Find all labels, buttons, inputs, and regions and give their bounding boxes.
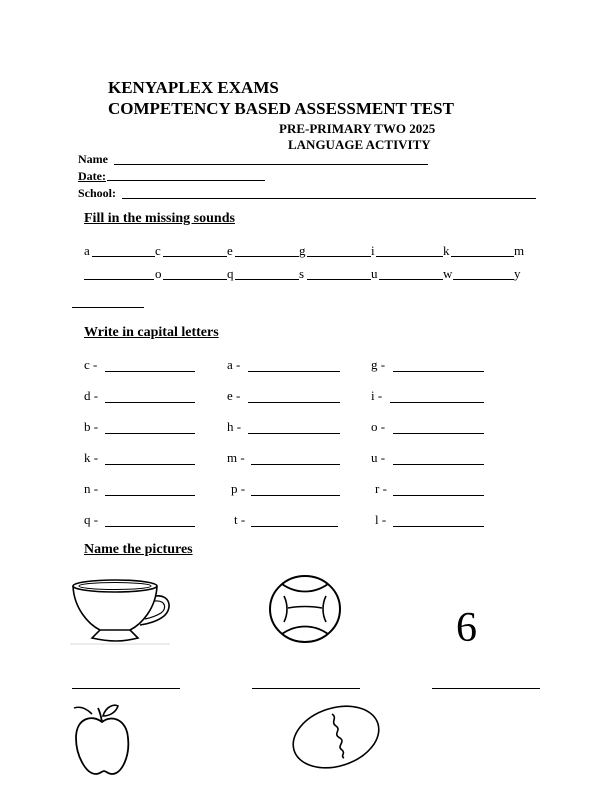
apple-picture bbox=[72, 704, 134, 776]
capital-item-label: n - bbox=[84, 481, 99, 496]
capital-item-label: t - bbox=[234, 512, 246, 527]
sound-blank[interactable] bbox=[92, 256, 155, 257]
capital-blank[interactable] bbox=[105, 464, 195, 465]
sound-letter: o bbox=[155, 266, 162, 281]
sound-letter: e bbox=[227, 243, 233, 258]
egg-picture bbox=[290, 704, 382, 770]
number-six: 6 bbox=[456, 605, 477, 651]
sound-letter: g bbox=[299, 243, 306, 258]
capital-item-label: o - bbox=[371, 419, 386, 434]
picture-answer-line[interactable] bbox=[72, 688, 180, 689]
sound-letter: c bbox=[155, 243, 161, 258]
sound-blank[interactable] bbox=[376, 256, 443, 257]
school-label: School: bbox=[78, 186, 117, 200]
capital-item-label: d - bbox=[84, 388, 99, 403]
capital-blank[interactable] bbox=[393, 371, 484, 372]
sound-blank[interactable] bbox=[307, 256, 371, 257]
capital-item-label: m - bbox=[227, 450, 245, 465]
capital-item-label: l - bbox=[375, 512, 387, 527]
sound-blank[interactable] bbox=[72, 307, 144, 308]
capital-item-label: e - bbox=[227, 388, 241, 403]
capital-item-label: i - bbox=[371, 388, 383, 403]
capital-item-label: h - bbox=[227, 419, 242, 434]
capital-item-label: p - bbox=[231, 481, 246, 496]
ball-picture bbox=[268, 574, 342, 644]
capital-item-label: c - bbox=[84, 357, 98, 372]
capital-item-label: k - bbox=[84, 450, 99, 465]
section-capitals-heading: Write in capital letters bbox=[84, 325, 219, 340]
capital-item-label: q - bbox=[84, 512, 99, 527]
capital-blank[interactable] bbox=[105, 495, 195, 496]
name-label: Name bbox=[78, 152, 108, 166]
sound-blank[interactable] bbox=[163, 279, 227, 280]
capital-blank[interactable] bbox=[105, 526, 195, 527]
capital-blank[interactable] bbox=[105, 371, 195, 372]
capital-blank[interactable] bbox=[248, 433, 340, 434]
sound-letter: y bbox=[514, 266, 521, 281]
capital-blank[interactable] bbox=[248, 402, 340, 403]
sound-letter: w bbox=[443, 266, 453, 281]
capital-blank[interactable] bbox=[393, 464, 484, 465]
capital-blank[interactable] bbox=[393, 495, 484, 496]
capital-blank[interactable] bbox=[251, 495, 340, 496]
sound-blank[interactable] bbox=[307, 279, 371, 280]
capital-blank[interactable] bbox=[248, 371, 340, 372]
capital-blank[interactable] bbox=[251, 526, 338, 527]
capital-item-label: g - bbox=[371, 357, 386, 372]
sound-letter: a bbox=[84, 243, 90, 258]
subject-label: LANGUAGE ACTIVITY bbox=[288, 137, 431, 152]
sound-letter: m bbox=[514, 243, 525, 258]
picture-answer-line[interactable] bbox=[252, 688, 360, 689]
capital-item-label: u - bbox=[371, 450, 386, 465]
capital-blank[interactable] bbox=[251, 464, 340, 465]
grade-label: PRE-PRIMARY TWO 2025 bbox=[279, 121, 436, 136]
sound-letter: q bbox=[227, 266, 234, 281]
title-line-2: COMPETENCY BASED ASSESSMENT TEST bbox=[108, 99, 454, 118]
sound-blank[interactable] bbox=[451, 256, 514, 257]
cup-picture bbox=[70, 578, 174, 646]
title-line-1: KENYAPLEX EXAMS bbox=[108, 78, 279, 97]
capital-blank[interactable] bbox=[393, 433, 484, 434]
date-label: Date: bbox=[78, 169, 106, 183]
name-line[interactable] bbox=[114, 164, 428, 165]
sound-letter: k bbox=[443, 243, 450, 258]
sound-letter: u bbox=[371, 266, 378, 281]
capital-item-label: r - bbox=[375, 481, 387, 496]
sound-blank[interactable] bbox=[235, 256, 299, 257]
section-pictures-heading: Name the pictures bbox=[84, 542, 193, 557]
capital-item-label: a - bbox=[227, 357, 241, 372]
picture-answer-line[interactable] bbox=[432, 688, 540, 689]
capital-blank[interactable] bbox=[105, 433, 195, 434]
sound-blank[interactable] bbox=[379, 279, 443, 280]
capital-blank[interactable] bbox=[393, 526, 484, 527]
sound-blank[interactable] bbox=[84, 279, 154, 280]
sound-letter: i bbox=[371, 243, 375, 258]
capital-blank[interactable] bbox=[390, 402, 484, 403]
sound-blank[interactable] bbox=[163, 256, 227, 257]
sound-blank[interactable] bbox=[235, 279, 299, 280]
school-line[interactable] bbox=[122, 198, 536, 199]
sound-letter: s bbox=[299, 266, 305, 281]
capital-item-label: b - bbox=[84, 419, 99, 434]
capital-blank[interactable] bbox=[105, 402, 195, 403]
sound-blank[interactable] bbox=[453, 279, 514, 280]
date-line[interactable] bbox=[107, 180, 265, 181]
section-missing-sounds-heading: Fill in the missing sounds bbox=[84, 211, 235, 226]
